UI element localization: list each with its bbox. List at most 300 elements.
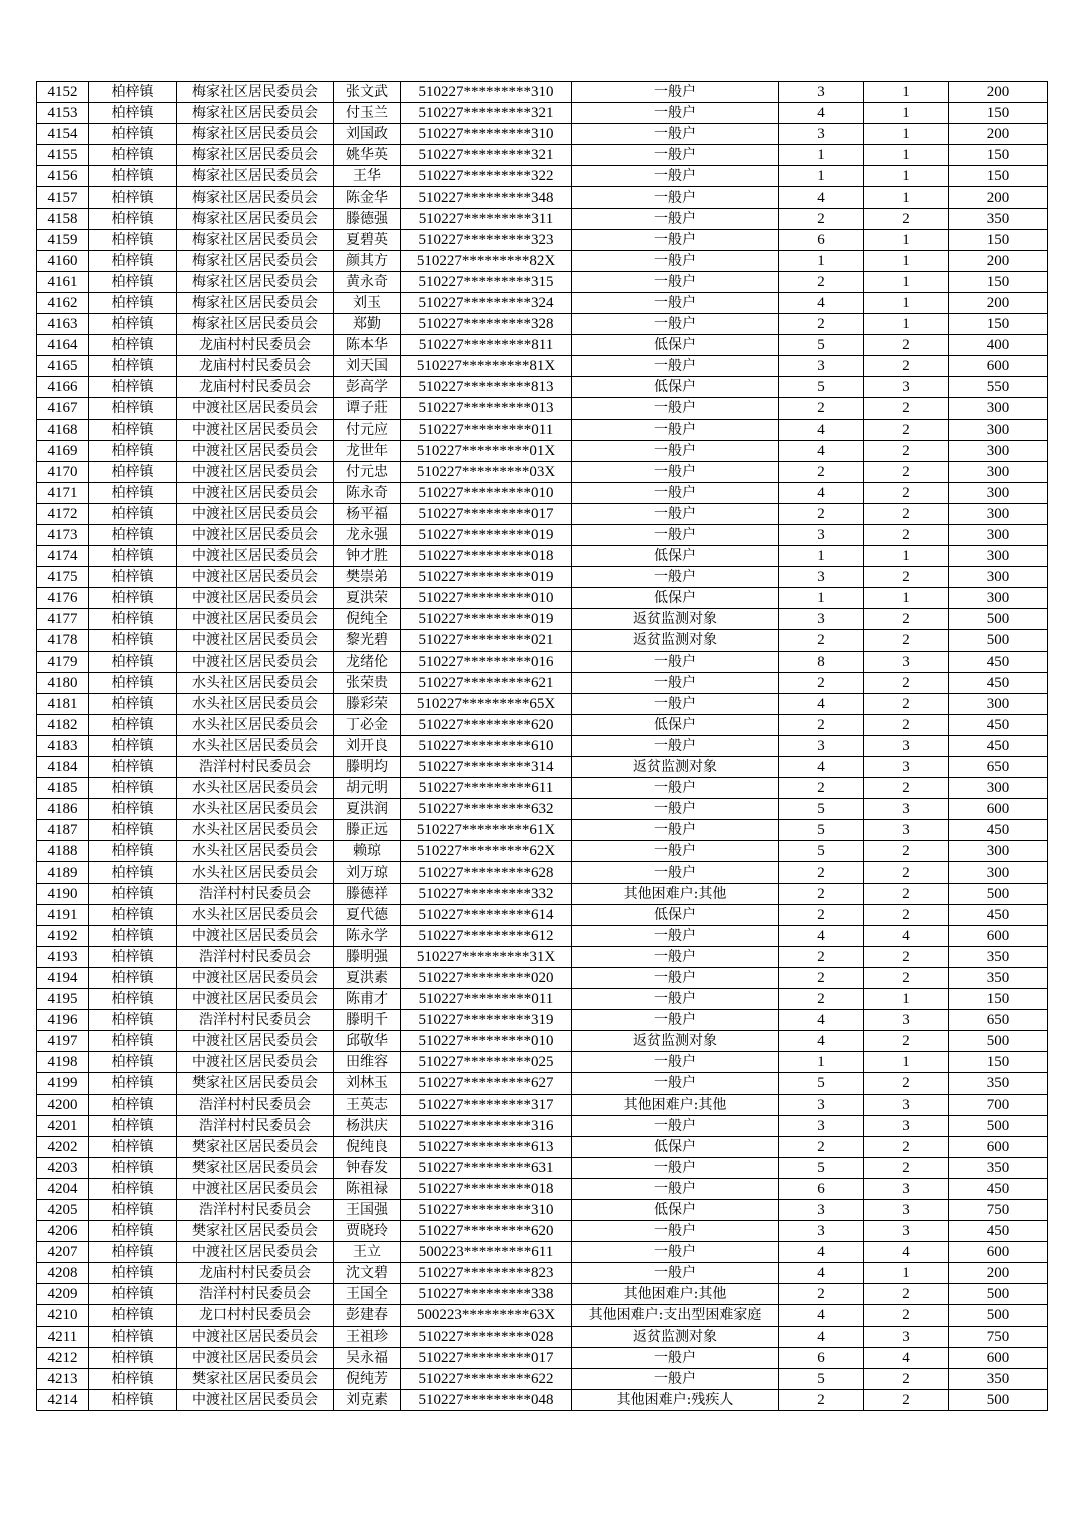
row-number-cell: 4162 [37, 292, 89, 313]
aided-count-cell: 2 [864, 440, 949, 461]
family-size-cell: 3 [779, 124, 864, 145]
id-number-cell: 510227*********017 [401, 1347, 572, 1368]
table-row [37, 904, 1048, 925]
amount-cell: 750 [949, 1199, 1048, 1220]
id-number-cell: 510227*********62X [401, 841, 572, 862]
household-type-cell: 一般户 [572, 145, 779, 166]
name-cell: 滕彩荣 [334, 693, 401, 714]
id-number-cell: 510227*********321 [401, 145, 572, 166]
aided-count-cell: 2 [864, 841, 949, 862]
town-cell: 柏梓镇 [89, 1242, 177, 1263]
family-size-cell: 6 [779, 1178, 864, 1199]
household-type-cell: 返贫监测对象 [572, 609, 779, 630]
name-cell: 滕明均 [334, 757, 401, 778]
name-cell: 胡元明 [334, 778, 401, 799]
name-cell: 吴永福 [334, 1347, 401, 1368]
committee-cell: 水头社区居民委员会 [177, 862, 334, 883]
name-cell: 夏洪荣 [334, 588, 401, 609]
town-cell: 柏梓镇 [89, 1221, 177, 1242]
id-number-cell: 510227*********823 [401, 1263, 572, 1284]
committee-cell: 龙庙村村民委员会 [177, 356, 334, 377]
family-size-cell: 2 [779, 1284, 864, 1305]
family-size-cell: 4 [779, 1031, 864, 1052]
name-cell: 陈永奇 [334, 482, 401, 503]
aided-count-cell: 1 [864, 989, 949, 1010]
name-cell: 彭建春 [334, 1305, 401, 1326]
committee-cell: 梅家社区居民委员会 [177, 208, 334, 229]
row-number-cell: 4187 [37, 820, 89, 841]
aided-count-cell: 1 [864, 103, 949, 124]
table-row [37, 588, 1048, 609]
amount-cell: 300 [949, 841, 1048, 862]
family-size-cell: 2 [779, 946, 864, 967]
aided-count-cell: 3 [864, 1178, 949, 1199]
id-number-cell: 510227*********811 [401, 335, 572, 356]
committee-cell: 梅家社区居民委员会 [177, 250, 334, 271]
row-number-cell: 4173 [37, 524, 89, 545]
family-size-cell: 4 [779, 1242, 864, 1263]
aided-count-cell: 2 [864, 1073, 949, 1094]
name-cell: 颜其方 [334, 250, 401, 271]
id-number-cell: 510227*********612 [401, 925, 572, 946]
id-number-cell: 510227*********628 [401, 862, 572, 883]
name-cell: 丁必金 [334, 714, 401, 735]
committee-cell: 中渡社区居民委员会 [177, 398, 334, 419]
id-number-cell: 510227*********03X [401, 461, 572, 482]
row-number-cell: 4156 [37, 166, 89, 187]
amount-cell: 150 [949, 103, 1048, 124]
name-cell: 刘国政 [334, 124, 401, 145]
aided-count-cell: 1 [864, 546, 949, 567]
id-number-cell: 510227*********632 [401, 799, 572, 820]
id-number-cell: 510227*********621 [401, 672, 572, 693]
household-type-cell: 一般户 [572, 778, 779, 799]
id-number-cell: 510227*********328 [401, 314, 572, 335]
aided-count-cell: 3 [864, 1326, 949, 1347]
row-number-cell: 4209 [37, 1284, 89, 1305]
household-type-cell: 一般户 [572, 208, 779, 229]
committee-cell: 中渡社区居民委员会 [177, 1052, 334, 1073]
committee-cell: 龙庙村村民委员会 [177, 1263, 334, 1284]
household-type-cell: 一般户 [572, 503, 779, 524]
committee-cell: 樊家社区居民委员会 [177, 1157, 334, 1178]
household-type-cell: 一般户 [572, 419, 779, 440]
town-cell: 柏梓镇 [89, 524, 177, 545]
family-size-cell: 5 [779, 1368, 864, 1389]
id-number-cell: 510227*********610 [401, 735, 572, 756]
row-number-cell: 4203 [37, 1157, 89, 1178]
row-number-cell: 4185 [37, 778, 89, 799]
id-number-cell: 510227*********010 [401, 1031, 572, 1052]
aided-count-cell: 2 [864, 672, 949, 693]
family-size-cell: 4 [779, 1305, 864, 1326]
family-size-cell: 2 [779, 778, 864, 799]
amount-cell: 300 [949, 778, 1048, 799]
committee-cell: 梅家社区居民委员会 [177, 166, 334, 187]
amount-cell: 450 [949, 1178, 1048, 1199]
town-cell: 柏梓镇 [89, 1368, 177, 1389]
amount-cell: 300 [949, 524, 1048, 545]
name-cell: 郑勤 [334, 314, 401, 335]
committee-cell: 浩洋村村民委员会 [177, 1284, 334, 1305]
id-number-cell: 510227*********324 [401, 292, 572, 313]
town-cell: 柏梓镇 [89, 862, 177, 883]
committee-cell: 中渡社区居民委员会 [177, 461, 334, 482]
table-row [37, 1136, 1048, 1157]
committee-cell: 中渡社区居民委员会 [177, 482, 334, 503]
id-number-cell: 510227*********348 [401, 187, 572, 208]
amount-cell: 450 [949, 651, 1048, 672]
committee-cell: 中渡社区居民委员会 [177, 609, 334, 630]
household-type-cell: 一般户 [572, 925, 779, 946]
committee-cell: 水头社区居民委员会 [177, 841, 334, 862]
committee-cell: 中渡社区居民委员会 [177, 588, 334, 609]
table-row [37, 1094, 1048, 1115]
household-type-cell: 一般户 [572, 166, 779, 187]
family-size-cell: 4 [779, 1263, 864, 1284]
id-number-cell: 510227*********025 [401, 1052, 572, 1073]
aided-count-cell: 2 [864, 503, 949, 524]
id-number-cell: 500223*********611 [401, 1242, 572, 1263]
household-type-cell: 一般户 [572, 398, 779, 419]
committee-cell: 樊家社区居民委员会 [177, 1073, 334, 1094]
amount-cell: 450 [949, 904, 1048, 925]
id-number-cell: 510227*********021 [401, 630, 572, 651]
name-cell: 陈祖禄 [334, 1178, 401, 1199]
row-number-cell: 4186 [37, 799, 89, 820]
row-number-cell: 4165 [37, 356, 89, 377]
table-row [37, 1052, 1048, 1073]
household-type-cell: 一般户 [572, 841, 779, 862]
table-row [37, 1347, 1048, 1368]
committee-cell: 浩洋村村民委员会 [177, 1199, 334, 1220]
table-row [37, 862, 1048, 883]
committee-cell: 水头社区居民委员会 [177, 693, 334, 714]
row-number-cell: 4189 [37, 862, 89, 883]
household-type-cell: 其他困难户:支出型困难家庭 [572, 1305, 779, 1326]
name-cell: 刘天国 [334, 356, 401, 377]
town-cell: 柏梓镇 [89, 799, 177, 820]
aided-count-cell: 2 [864, 904, 949, 925]
table-row [37, 1326, 1048, 1347]
family-size-cell: 2 [779, 503, 864, 524]
name-cell: 倪纯全 [334, 609, 401, 630]
committee-cell: 中渡社区居民委员会 [177, 1031, 334, 1052]
id-number-cell: 510227*********813 [401, 377, 572, 398]
town-cell: 柏梓镇 [89, 672, 177, 693]
aided-count-cell: 3 [864, 1094, 949, 1115]
committee-cell: 中渡社区居民委员会 [177, 567, 334, 588]
amount-cell: 500 [949, 1031, 1048, 1052]
town-cell: 柏梓镇 [89, 1073, 177, 1094]
household-type-cell: 一般户 [572, 271, 779, 292]
name-cell: 龙永强 [334, 524, 401, 545]
aided-count-cell: 3 [864, 1199, 949, 1220]
table-row [37, 103, 1048, 124]
id-number-cell: 510227*********018 [401, 1178, 572, 1199]
household-type-cell: 一般户 [572, 1263, 779, 1284]
amount-cell: 500 [949, 1305, 1048, 1326]
household-type-cell: 其他困难户:其他 [572, 1094, 779, 1115]
household-type-cell: 一般户 [572, 1347, 779, 1368]
family-size-cell: 5 [779, 1157, 864, 1178]
table-row [37, 187, 1048, 208]
family-size-cell: 2 [779, 883, 864, 904]
name-cell: 谭子莊 [334, 398, 401, 419]
amount-cell: 150 [949, 1052, 1048, 1073]
town-cell: 柏梓镇 [89, 735, 177, 756]
aided-count-cell: 1 [864, 82, 949, 103]
town-cell: 柏梓镇 [89, 271, 177, 292]
town-cell: 柏梓镇 [89, 250, 177, 271]
family-size-cell: 3 [779, 82, 864, 103]
table-row [37, 989, 1048, 1010]
family-size-cell: 3 [779, 735, 864, 756]
family-size-cell: 4 [779, 419, 864, 440]
table-row [37, 609, 1048, 630]
row-number-cell: 4170 [37, 461, 89, 482]
table-row [37, 841, 1048, 862]
row-number-cell: 4159 [37, 229, 89, 250]
table-row [37, 82, 1048, 103]
committee-cell: 樊家社区居民委员会 [177, 1136, 334, 1157]
aided-count-cell: 2 [864, 461, 949, 482]
id-number-cell: 510227*********332 [401, 883, 572, 904]
household-type-cell: 一般户 [572, 82, 779, 103]
name-cell: 刘克素 [334, 1389, 401, 1410]
row-number-cell: 4211 [37, 1326, 89, 1347]
amount-cell: 600 [949, 1347, 1048, 1368]
amount-cell: 650 [949, 757, 1048, 778]
name-cell: 倪纯芳 [334, 1368, 401, 1389]
name-cell: 滕明强 [334, 946, 401, 967]
aided-count-cell: 2 [864, 482, 949, 503]
committee-cell: 龙口村村民委员会 [177, 1305, 334, 1326]
committee-cell: 龙庙村村民委员会 [177, 377, 334, 398]
committee-cell: 浩洋村村民委员会 [177, 1115, 334, 1136]
committee-cell: 中渡社区居民委员会 [177, 1347, 334, 1368]
table-row [37, 461, 1048, 482]
amount-cell: 750 [949, 1326, 1048, 1347]
household-type-cell: 一般户 [572, 292, 779, 313]
name-cell: 钟才胜 [334, 546, 401, 567]
family-size-cell: 6 [779, 1347, 864, 1368]
table-row [37, 967, 1048, 988]
table-row [37, 799, 1048, 820]
name-cell: 付玉兰 [334, 103, 401, 124]
town-cell: 柏梓镇 [89, 419, 177, 440]
id-number-cell: 510227*********627 [401, 1073, 572, 1094]
town-cell: 柏梓镇 [89, 356, 177, 377]
table-row [37, 757, 1048, 778]
table-row [37, 524, 1048, 545]
id-number-cell: 510227*********620 [401, 714, 572, 735]
household-type-cell: 返贫监测对象 [572, 1031, 779, 1052]
table-row [37, 419, 1048, 440]
committee-cell: 中渡社区居民委员会 [177, 524, 334, 545]
household-type-cell: 低保户 [572, 335, 779, 356]
row-number-cell: 4208 [37, 1263, 89, 1284]
id-number-cell: 510227*********011 [401, 989, 572, 1010]
amount-cell: 400 [949, 335, 1048, 356]
table-row [37, 946, 1048, 967]
amount-cell: 550 [949, 377, 1048, 398]
row-number-cell: 4180 [37, 672, 89, 693]
name-cell: 王华 [334, 166, 401, 187]
family-size-cell: 4 [779, 1326, 864, 1347]
row-number-cell: 4164 [37, 335, 89, 356]
town-cell: 柏梓镇 [89, 461, 177, 482]
town-cell: 柏梓镇 [89, 967, 177, 988]
name-cell: 赖琼 [334, 841, 401, 862]
table-row [37, 925, 1048, 946]
amount-cell: 200 [949, 124, 1048, 145]
table-row [37, 1199, 1048, 1220]
family-size-cell: 3 [779, 609, 864, 630]
town-cell: 柏梓镇 [89, 166, 177, 187]
family-size-cell: 8 [779, 651, 864, 672]
amount-cell: 650 [949, 1010, 1048, 1031]
table-row [37, 1221, 1048, 1242]
committee-cell: 中渡社区居民委员会 [177, 1326, 334, 1347]
amount-cell: 150 [949, 271, 1048, 292]
committee-cell: 中渡社区居民委员会 [177, 630, 334, 651]
committee-cell: 水头社区居民委员会 [177, 904, 334, 925]
committee-cell: 水头社区居民委员会 [177, 714, 334, 735]
table-row [37, 1368, 1048, 1389]
table-row [37, 1263, 1048, 1284]
amount-cell: 500 [949, 1284, 1048, 1305]
town-cell: 柏梓镇 [89, 1326, 177, 1347]
household-type-cell: 一般户 [572, 967, 779, 988]
town-cell: 柏梓镇 [89, 651, 177, 672]
committee-cell: 中渡社区居民委员会 [177, 925, 334, 946]
name-cell: 滕明千 [334, 1010, 401, 1031]
amount-cell: 450 [949, 820, 1048, 841]
amount-cell: 450 [949, 1221, 1048, 1242]
committee-cell: 樊家社区居民委员会 [177, 1221, 334, 1242]
town-cell: 柏梓镇 [89, 630, 177, 651]
committee-cell: 浩洋村村民委员会 [177, 1010, 334, 1031]
aided-count-cell: 1 [864, 124, 949, 145]
household-type-cell: 一般户 [572, 735, 779, 756]
table-row [37, 482, 1048, 503]
row-number-cell: 4172 [37, 503, 89, 524]
household-type-cell: 其他困难户:残疾人 [572, 1389, 779, 1410]
family-size-cell: 3 [779, 1115, 864, 1136]
row-number-cell: 4175 [37, 567, 89, 588]
town-cell: 柏梓镇 [89, 609, 177, 630]
id-number-cell: 510227*********016 [401, 651, 572, 672]
amount-cell: 500 [949, 1389, 1048, 1410]
row-number-cell: 4155 [37, 145, 89, 166]
row-number-cell: 4206 [37, 1221, 89, 1242]
table-row [37, 567, 1048, 588]
name-cell: 滕正远 [334, 820, 401, 841]
town-cell: 柏梓镇 [89, 841, 177, 862]
town-cell: 柏梓镇 [89, 1347, 177, 1368]
row-number-cell: 4204 [37, 1178, 89, 1199]
row-number-cell: 4153 [37, 103, 89, 124]
name-cell: 龙世年 [334, 440, 401, 461]
town-cell: 柏梓镇 [89, 208, 177, 229]
family-size-cell: 2 [779, 398, 864, 419]
family-size-cell: 1 [779, 145, 864, 166]
town-cell: 柏梓镇 [89, 883, 177, 904]
row-number-cell: 4174 [37, 546, 89, 567]
name-cell: 倪纯良 [334, 1136, 401, 1157]
aided-count-cell: 2 [864, 398, 949, 419]
aided-count-cell: 2 [864, 714, 949, 735]
family-size-cell: 2 [779, 1136, 864, 1157]
amount-cell: 500 [949, 630, 1048, 651]
row-number-cell: 4210 [37, 1305, 89, 1326]
household-type-cell: 低保户 [572, 1199, 779, 1220]
aided-count-cell: 2 [864, 946, 949, 967]
amount-cell: 600 [949, 1136, 1048, 1157]
name-cell: 刘万琼 [334, 862, 401, 883]
name-cell: 陈金华 [334, 187, 401, 208]
id-number-cell: 510227*********314 [401, 757, 572, 778]
amount-cell: 350 [949, 1073, 1048, 1094]
committee-cell: 中渡社区居民委员会 [177, 1389, 334, 1410]
aided-count-cell: 1 [864, 145, 949, 166]
row-number-cell: 4176 [37, 588, 89, 609]
household-type-cell: 其他困难户:其他 [572, 883, 779, 904]
id-number-cell: 510227*********611 [401, 778, 572, 799]
household-type-cell: 一般户 [572, 461, 779, 482]
town-cell: 柏梓镇 [89, 482, 177, 503]
family-size-cell: 4 [779, 440, 864, 461]
family-size-cell: 2 [779, 271, 864, 292]
household-type-cell: 一般户 [572, 651, 779, 672]
aided-count-cell: 2 [864, 419, 949, 440]
id-number-cell: 510227*********013 [401, 398, 572, 419]
row-number-cell: 4179 [37, 651, 89, 672]
committee-cell: 梅家社区居民委员会 [177, 145, 334, 166]
row-number-cell: 4168 [37, 419, 89, 440]
town-cell: 柏梓镇 [89, 1178, 177, 1199]
family-size-cell: 2 [779, 314, 864, 335]
amount-cell: 200 [949, 82, 1048, 103]
aided-count-cell: 3 [864, 735, 949, 756]
town-cell: 柏梓镇 [89, 778, 177, 799]
aided-count-cell: 1 [864, 1052, 949, 1073]
amount-cell: 600 [949, 1242, 1048, 1263]
table-row [37, 1115, 1048, 1136]
family-size-cell: 4 [779, 925, 864, 946]
family-size-cell: 2 [779, 989, 864, 1010]
household-type-cell: 一般户 [572, 482, 779, 503]
household-type-cell: 低保户 [572, 588, 779, 609]
name-cell: 樊崇弟 [334, 567, 401, 588]
table-row [37, 820, 1048, 841]
row-number-cell: 4160 [37, 250, 89, 271]
aided-count-cell: 2 [864, 567, 949, 588]
aided-count-cell: 1 [864, 229, 949, 250]
id-number-cell: 510227*********65X [401, 693, 572, 714]
name-cell: 夏碧英 [334, 229, 401, 250]
family-size-cell: 4 [779, 292, 864, 313]
table-row [37, 250, 1048, 271]
household-type-cell: 低保户 [572, 904, 779, 925]
row-number-cell: 4158 [37, 208, 89, 229]
table-row [37, 630, 1048, 651]
id-number-cell: 510227*********321 [401, 103, 572, 124]
amount-cell: 150 [949, 989, 1048, 1010]
committee-cell: 中渡社区居民委员会 [177, 546, 334, 567]
family-size-cell: 2 [779, 672, 864, 693]
